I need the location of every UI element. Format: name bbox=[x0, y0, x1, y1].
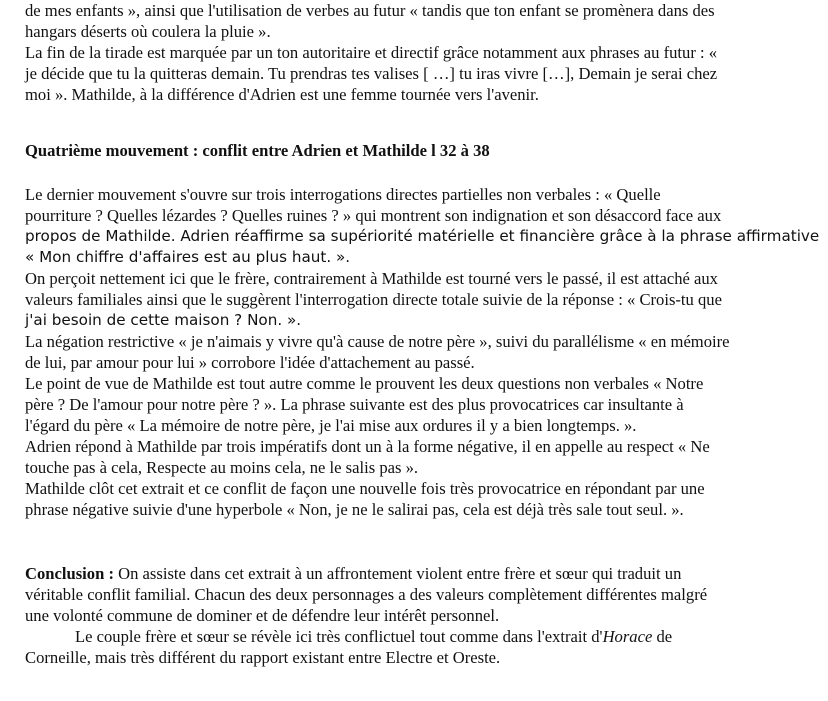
text-line: La négation restrictive « je n'aimais y vivre qu'à cause de notre père », suivi du parallélisme « en mémoire bbox=[25, 332, 730, 351]
text-line: La fin de la tirade est marquée par un ton autoritaire et directif grâce notamment aux phrases au futur : « bbox=[25, 43, 718, 62]
text-line: je décide que tu la quitteras demain. Tu prendras tes valises [ …] tu iras vivre […], Demain je serai chez bbox=[25, 64, 718, 83]
section3-tail-paragraph bbox=[25, 0, 805, 105]
text-line: une volonté commune de dominer et de défendre leur intérêt personnel. bbox=[25, 606, 500, 625]
text-line: On perçoit nettement ici que le frère, contrairement à Mathilde est tourné vers le passé, il est attaché aux bbox=[25, 269, 718, 288]
conclusion-text: de bbox=[652, 627, 673, 646]
text-line bbox=[25, 626, 805, 647]
section4-paragraph bbox=[25, 184, 820, 520]
document-page bbox=[25, 0, 820, 668]
text-line: touche pas à cela, Respecte au moins cela, ne le salis pas ». bbox=[25, 458, 419, 477]
text-line: de lui, par amour pour lui » corrobore l'idée d'attachement au passé. bbox=[25, 353, 475, 372]
conclusion-text: Le couple frère et sœur se révèle ici très conflictuel tout comme dans l'extrait d' bbox=[75, 627, 603, 646]
section4-heading: Quatrième mouvement : conflit entre Adrien et Mathilde l 32 à 38 bbox=[25, 141, 490, 160]
text-line: Corneille, mais très différent du rapport existant entre Electre et Oreste. bbox=[25, 648, 501, 667]
text-line: phrase négative suivie d'une hyperbole « Non, je ne le salirai pas, cela est déjà très sale tout seul. ». bbox=[25, 500, 684, 519]
text-line: véritable conflit familial. Chacun des deux personnages a des valeurs complètement différentes malgré bbox=[25, 585, 708, 604]
text-line: hangars déserts où coulera la pluie ». bbox=[25, 22, 271, 41]
conclusion-label: Conclusion : bbox=[25, 564, 114, 583]
text-line: « Mon chiffre d'affaires est au plus haut. ». bbox=[25, 248, 351, 266]
work-title: Horace bbox=[602, 627, 653, 646]
spacer bbox=[25, 520, 805, 563]
conclusion-paragraph bbox=[25, 563, 805, 668]
text-line: Adrien répond à Mathilde par trois impératifs dont un à la forme négative, il en appelle au respect « Ne bbox=[25, 437, 710, 456]
spacer bbox=[25, 161, 805, 184]
conclusion-text: On assiste dans cet extrait à un affrontement violent entre frère et sœur qui traduit un bbox=[113, 564, 682, 583]
text-line: de mes enfants », ainsi que l'utilisation de verbes au futur « tandis que ton enfant se promènera dans des bbox=[25, 1, 715, 20]
text-line: valeurs familiales ainsi que le suggèrent l'interrogation directe totale suivie de la réponse : « Crois-tu que bbox=[25, 290, 722, 309]
text-line: Mathilde clôt cet extrait et ce conflit de façon une nouvelle fois très provocatrice en répondant par une bbox=[25, 479, 705, 498]
text-line: moi ». Mathilde, à la différence d'Adrien est une femme tournée vers l'avenir. bbox=[25, 85, 539, 104]
text-line: j'ai besoin de cette maison ? Non. ». bbox=[25, 311, 302, 329]
text-line: propos de Mathilde. Adrien réaffirme sa supériorité matérielle et financière grâce à la phrase affirmative bbox=[25, 227, 820, 245]
spacer bbox=[25, 105, 805, 140]
text-line: pourriture ? Quelles lézardes ? Quelles ruines ? » qui montrent son indignation et son désaccord face aux bbox=[25, 206, 722, 225]
text-line: Le dernier mouvement s'ouvre sur trois interrogations directes partielles non verbales : « Quelle bbox=[25, 185, 661, 204]
text-line bbox=[25, 563, 805, 584]
text-line: l'égard du père « La mémoire de notre père, je l'ai mise aux ordures il y a bien longtemps. ». bbox=[25, 416, 637, 435]
text-line: père ? De l'amour pour notre père ? ». La phrase suivante est des plus provocatrices car insultante à bbox=[25, 395, 684, 414]
text-line: Le point de vue de Mathilde est tout autre comme le prouvent les deux questions non verbales « Notre bbox=[25, 374, 704, 393]
